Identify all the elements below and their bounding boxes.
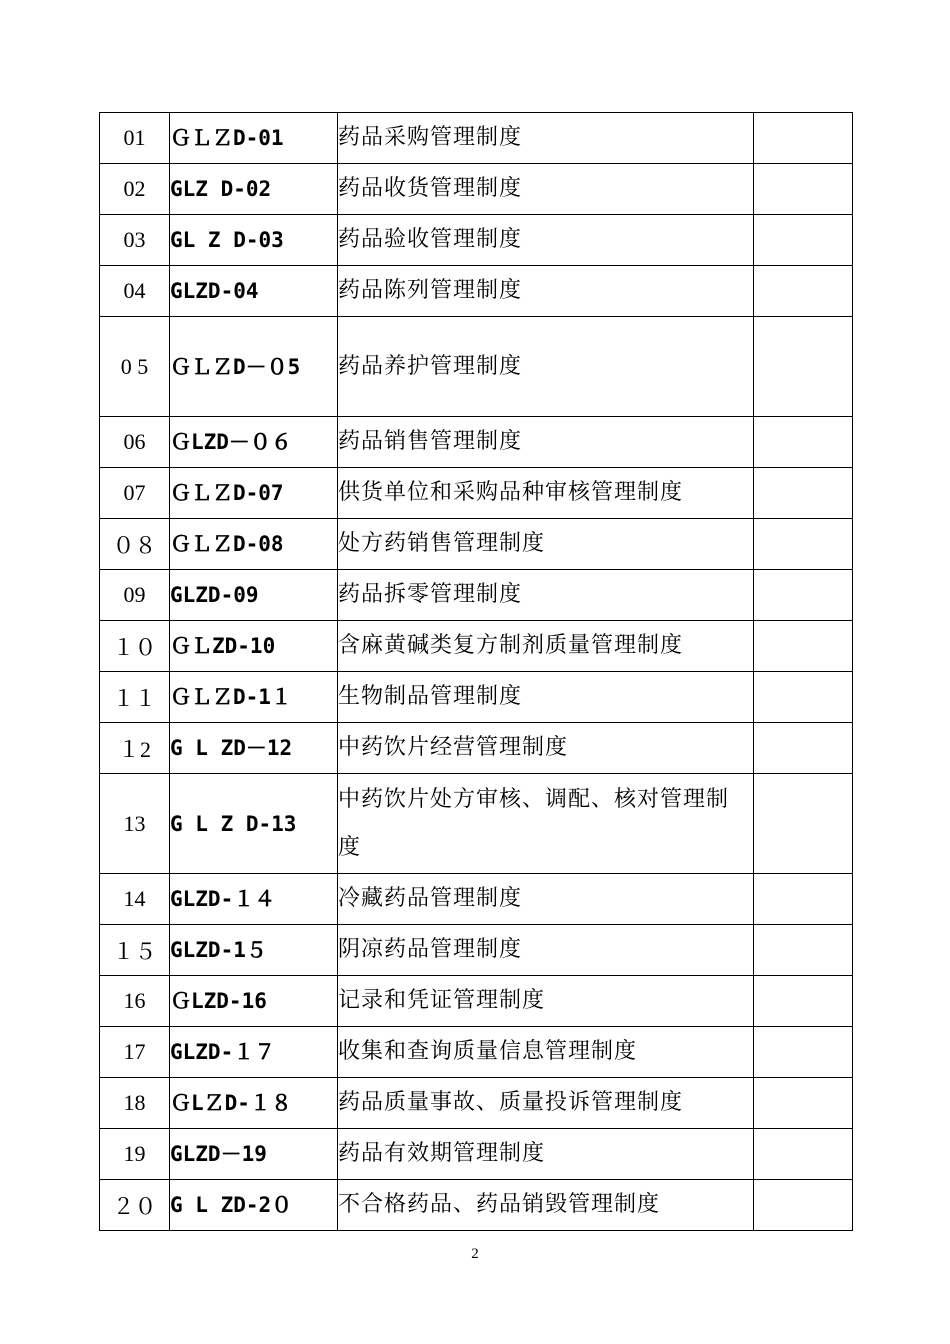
regulation-name: 药品陈列管理制度 — [338, 266, 754, 317]
regulation-name: 冷藏药品管理制度 — [338, 874, 754, 925]
row-number: ２０ — [100, 1180, 170, 1231]
regulation-name: 药品收货管理制度 — [338, 164, 754, 215]
document-code: GLZD-1５ — [170, 925, 338, 976]
regulation-name: 生物制品管理制度 — [338, 672, 754, 723]
blank-cell — [754, 266, 853, 317]
row-number: １１ — [100, 672, 170, 723]
regulations-table-body — [100, 113, 853, 1231]
blank-cell — [754, 215, 853, 266]
regulation-name: 药品质量事故、质量投诉管理制度 — [338, 1078, 754, 1129]
document-code: GLZD-１４ — [170, 874, 338, 925]
document-code: ＧLZD－０６ — [170, 417, 338, 468]
document-code: ＧＬＺD-08 — [170, 519, 338, 570]
row-number: １０ — [100, 621, 170, 672]
regulation-name: 阴凉药品管理制度 — [338, 925, 754, 976]
document-code: ＧＬＺD-07 — [170, 468, 338, 519]
regulation-name: 中药饮片处方审核、调配、核对管理制度 — [338, 774, 754, 874]
blank-cell — [754, 468, 853, 519]
regulation-name: 记录和凭证管理制度 — [338, 976, 754, 1027]
row-number: 17 — [100, 1027, 170, 1078]
regulation-name: 中药饮片经营管理制度 — [338, 723, 754, 774]
regulation-name: 处方药销售管理制度 — [338, 519, 754, 570]
document-code: ＧLＺD-１８ — [170, 1078, 338, 1129]
page-number: 2 — [471, 1246, 479, 1262]
document-code: G L ZD-2０ — [170, 1180, 338, 1231]
blank-cell — [754, 570, 853, 621]
table-row — [100, 976, 853, 1027]
document-code: ＧLZD-16 — [170, 976, 338, 1027]
table-row — [100, 874, 853, 925]
table-row — [100, 570, 853, 621]
blank-cell — [754, 976, 853, 1027]
table-row — [100, 621, 853, 672]
blank-cell — [754, 621, 853, 672]
blank-cell — [754, 113, 853, 164]
table-row — [100, 417, 853, 468]
document-code: ＧＬZD-10 — [170, 621, 338, 672]
table-row — [100, 1180, 853, 1231]
table-row — [100, 774, 853, 874]
regulation-name: 药品拆零管理制度 — [338, 570, 754, 621]
document-code: ＧＬＺD－０5 — [170, 317, 338, 417]
regulation-name: 药品销售管理制度 — [338, 417, 754, 468]
regulation-name: 药品验收管理制度 — [338, 215, 754, 266]
table-row — [100, 215, 853, 266]
document-code: ＧＬＺD-01 — [170, 113, 338, 164]
blank-cell — [754, 417, 853, 468]
document-code: G L ZD－12 — [170, 723, 338, 774]
blank-cell — [754, 519, 853, 570]
blank-cell — [754, 1027, 853, 1078]
blank-cell — [754, 672, 853, 723]
table-row — [100, 1129, 853, 1180]
row-number: 03 — [100, 215, 170, 266]
regulation-name: 收集和查询质量信息管理制度 — [338, 1027, 754, 1078]
regulations-table — [99, 112, 853, 1231]
table-row — [100, 266, 853, 317]
blank-cell — [754, 925, 853, 976]
table-row — [100, 1078, 853, 1129]
row-number: １2 — [100, 723, 170, 774]
regulation-name: 供货单位和采购品种审核管理制度 — [338, 468, 754, 519]
blank-cell — [754, 1129, 853, 1180]
row-number: 14 — [100, 874, 170, 925]
document-code: G L Z D-13 — [170, 774, 338, 874]
row-number: ０８ — [100, 519, 170, 570]
table-row — [100, 925, 853, 976]
document-code: GLZD-04 — [170, 266, 338, 317]
document-code: GLZD-09 — [170, 570, 338, 621]
row-number: １５ — [100, 925, 170, 976]
regulation-name: 不合格药品、药品销毁管理制度 — [338, 1180, 754, 1231]
table-row — [100, 672, 853, 723]
blank-cell — [754, 874, 853, 925]
row-number: 0 5 — [100, 317, 170, 417]
document-code: GL Z D-03 — [170, 215, 338, 266]
row-number: 04 — [100, 266, 170, 317]
document-code: GLZD－19 — [170, 1129, 338, 1180]
row-number: 02 — [100, 164, 170, 215]
document-code: ＧＬＺD-1１ — [170, 672, 338, 723]
table-row — [100, 468, 853, 519]
table-row — [100, 1027, 853, 1078]
regulation-name: 含麻黄碱类复方制剂质量管理制度 — [338, 621, 754, 672]
document-code: GLZD-１７ — [170, 1027, 338, 1078]
regulation-name: 药品养护管理制度 — [338, 317, 754, 417]
row-number: 16 — [100, 976, 170, 1027]
table-row — [100, 723, 853, 774]
row-number: 06 — [100, 417, 170, 468]
row-number: 07 — [100, 468, 170, 519]
table-row — [100, 164, 853, 215]
blank-cell — [754, 1078, 853, 1129]
regulation-name: 药品采购管理制度 — [338, 113, 754, 164]
blank-cell — [754, 774, 853, 874]
row-number: 13 — [100, 774, 170, 874]
table-row — [100, 519, 853, 570]
blank-cell — [754, 1180, 853, 1231]
blank-cell — [754, 317, 853, 417]
row-number: 09 — [100, 570, 170, 621]
table-row — [100, 113, 853, 164]
row-number: 19 — [100, 1129, 170, 1180]
row-number: 01 — [100, 113, 170, 164]
blank-cell — [754, 164, 853, 215]
table-row — [100, 317, 853, 417]
row-number: 18 — [100, 1078, 170, 1129]
regulation-name: 药品有效期管理制度 — [338, 1129, 754, 1180]
document-code: GLZ D-02 — [170, 164, 338, 215]
blank-cell — [754, 723, 853, 774]
